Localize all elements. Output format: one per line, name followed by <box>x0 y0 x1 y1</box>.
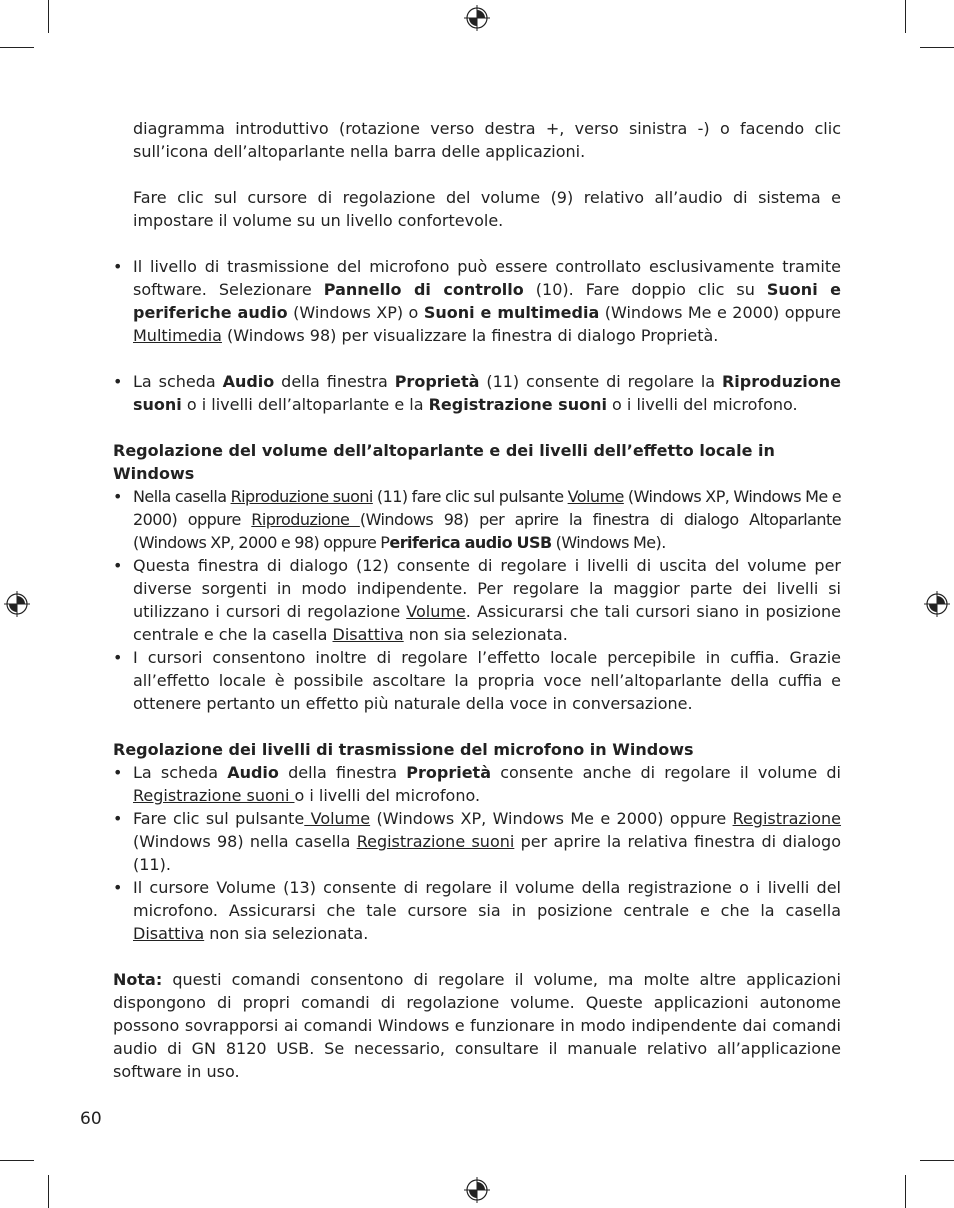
registration-mark-icon <box>924 591 950 617</box>
crop-mark-bottom-left-h <box>0 1160 34 1161</box>
section-heading: Regolazione dei livelli di trasmissione del microfono in Windows <box>113 740 694 759</box>
note-label: Nota: <box>113 970 163 989</box>
bullet-list-1 <box>113 255 841 347</box>
crop-mark-bottom-left-v <box>48 1175 49 1208</box>
crop-mark-top-left-v <box>48 0 49 33</box>
registration-mark-icon <box>464 5 490 31</box>
intro-paragraph-1: diagramma introduttivo (rotazione verso destra +, verso sinistra -) o facendo clic sull’icona dell’altoparlante nella barra delle applicazioni. <box>133 119 841 161</box>
registration-mark-icon <box>4 591 30 617</box>
list-item: • Questa finestra di dialogo (12) consente di regolare i livelli di uscita del volume per diverse sorgenti in modo indipendente. Per regolare la maggior parte dei livelli si utilizzano i cursori di regolazione Volume. Assicurarsi che tali cursori siano in posizione centrale e che la casella Disattiva non sia selezionata. <box>113 554 841 646</box>
list-item: • Il livello di trasmissione del microfono può essere controllato esclusivamente tramite software. Selezionare Pannello di controllo (10). Fare doppio clic su Suoni e periferiche audio (Windows XP) o Suoni e multimedia (Windows Me e 2000) oppure Multimedia (Windows 98) per visualizzare la finestra di dialogo Proprietà. <box>113 255 841 347</box>
intro-paragraph-2: Fare clic sul cursore di regolazione del volume (9) relativo all’audio di sistema e impostare il volume su un livello confortevole. <box>133 188 841 230</box>
crop-mark-bottom-right-h <box>920 1160 954 1161</box>
section1-list <box>113 485 841 715</box>
bullet-list-2 <box>113 370 841 416</box>
list-item: • Fare clic sul pulsante Volume (Windows XP, Windows Me e 2000) oppure Registrazione (Windows 98) nella casella Registrazione suoni per aprire la relativa finestra di dialogo (11). <box>113 807 841 876</box>
crop-mark-top-right-v <box>905 0 906 33</box>
section2-list <box>113 761 841 945</box>
registration-mark-icon <box>464 1177 490 1203</box>
crop-mark-bottom-right-v <box>905 1175 906 1208</box>
list-item: • Nella casella Riproduzione suoni (11) fare clic sul pulsante Volume (Windows XP, Windows Me e 2000) oppure Riproduzione (Windows 98) per aprire la finestra di dialogo Altoparlante (Windows XP, 2000 e 98) oppure Periferica audio USB (Windows Me). <box>113 485 841 554</box>
list-item: • Il cursore Volume (13) consente di regolare il volume della registrazione o i livelli del microfono. Assicurarsi che tale cursore sia in posizione centrale e che la casella Disattiva non sia selezionata. <box>113 876 841 945</box>
section-heading: Regolazione del volume dell’altoparlante e dei livelli dell’effetto locale in Windows <box>113 441 775 483</box>
note-paragraph: Nota: questi comandi consentono di regolare il volume, ma molte altre applicazioni dispongono di propri comandi di regolazione volume. Queste applicazioni autonome possono sovrapporsi ai comandi Windows e funzionare in modo indipendente dai comandi audio di GN 8120 USB. Se necessario, consultare il manuale relativo all’applicazione software in uso. <box>113 970 841 1081</box>
page-content <box>113 117 841 1083</box>
crop-mark-top-right-h <box>920 47 954 48</box>
list-item: • La scheda Audio della finestra Proprietà consente anche di regolare il volume di Registrazione suoni o i livelli del microfono. <box>113 761 841 807</box>
page-number: 60 <box>80 1109 102 1129</box>
crop-mark-top-left-h <box>0 47 34 48</box>
list-item: • I cursori consentono inoltre di regolare l’effetto locale percepibile in cuffia. Grazie all’effetto locale è possibile ascoltare la propria voce nell’altoparlante della cuffia e ottenere pertanto un effetto più naturale della voce in conversazione. <box>113 646 841 715</box>
list-item: • La scheda Audio della finestra Proprietà (11) consente di regolare la Riproduzione suoni o i livelli dell’altoparlante e la Registrazione suoni o i livelli del microfono. <box>113 370 841 416</box>
